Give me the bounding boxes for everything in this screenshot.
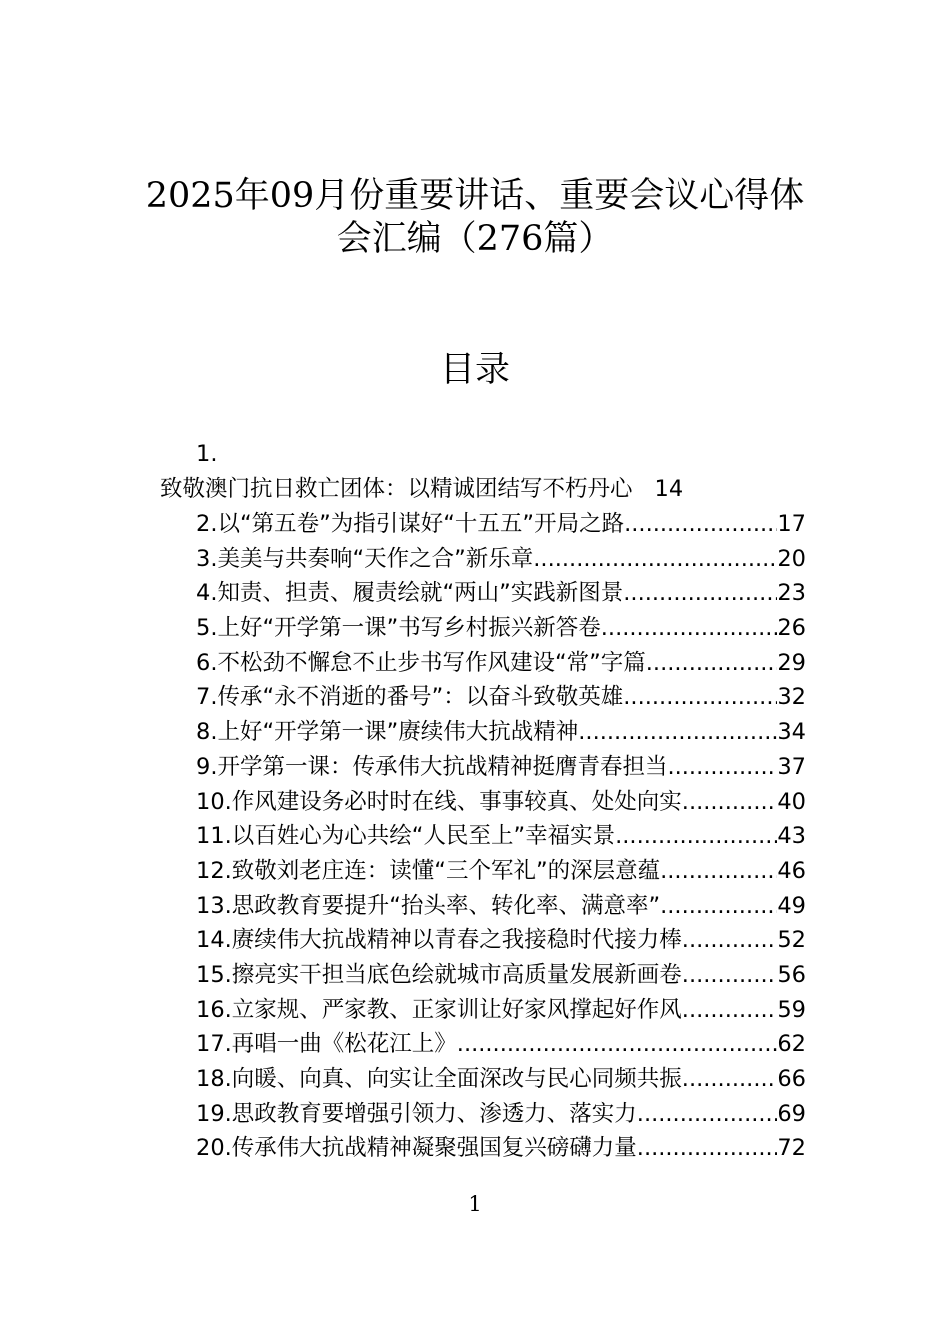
toc-leader-dots bbox=[601, 611, 778, 646]
toc-entry-title: 2.以“第五卷”为指引谋好“十五五”开局之路 bbox=[196, 511, 625, 537]
toc-entry-title: 18.向暖、向真、向实让全面深改与民心同频共振 bbox=[196, 1066, 682, 1092]
toc-entry-page: 29 bbox=[777, 649, 806, 676]
toc-entry-page: 32 bbox=[777, 684, 806, 711]
toc-leader-dots bbox=[615, 819, 777, 854]
toc-entry[interactable] bbox=[196, 1131, 806, 1166]
toc-entry-title: 20.传承伟大抗战精神凝聚强国复兴磅礴力量 bbox=[196, 1135, 637, 1162]
toc-entry-page: 72 bbox=[777, 1135, 806, 1162]
toc-entry-title: 3.美美与共奏响“天作之合”新乐章 bbox=[196, 545, 534, 572]
toc-entry[interactable] bbox=[196, 993, 806, 1028]
toc-entry-title: 5.上好“开学第一课”书写乡村振兴新答卷 bbox=[196, 615, 601, 642]
toc-entry[interactable] bbox=[196, 750, 806, 785]
toc-entry-page: 37 bbox=[777, 753, 806, 780]
document-title-line-1: 2025年09月份重要讲话、重要会议心得体 bbox=[145, 176, 805, 216]
toc-entry-title: 10.作风建设务必时时在线、事事较真、处处向实 bbox=[196, 788, 682, 815]
toc-entry-page: 26 bbox=[777, 615, 806, 642]
toc-entry-title: 14.赓续伟大抗战精神以青春之我接稳时代接力棒 bbox=[196, 927, 682, 954]
toc-entry-title: 6.不松劲不懈怠不止步书写作风建设“常”字篇 bbox=[196, 649, 646, 676]
toc-leader-dots bbox=[682, 1062, 778, 1097]
toc-entry[interactable] bbox=[196, 507, 806, 542]
toc-entry-1-page: 14 bbox=[654, 476, 684, 502]
document-title-line-2: 会汇编（276篇） bbox=[336, 219, 614, 259]
toc-entry-page: 62 bbox=[777, 1031, 806, 1058]
toc-entry[interactable] bbox=[196, 819, 806, 854]
toc-entry-page: 69 bbox=[777, 1100, 806, 1127]
toc-entry-title: 15.擦亮实干担当底色绘就城市高质量发展新画卷 bbox=[196, 961, 682, 988]
toc-entry-page: 20 bbox=[777, 545, 806, 572]
toc-leader-dots bbox=[624, 507, 777, 542]
toc-entry-page: 66 bbox=[777, 1066, 806, 1092]
toc-entry[interactable] bbox=[196, 576, 806, 611]
toc-leader-dots bbox=[660, 854, 777, 889]
toc-entry[interactable] bbox=[196, 646, 806, 681]
toc-leader-dots bbox=[533, 542, 777, 577]
toc-entry-page: 56 bbox=[777, 961, 806, 988]
toc-leader-dots bbox=[578, 715, 777, 750]
toc-entry-page: 49 bbox=[777, 892, 806, 919]
toc-entry-title: 17.再唱一曲《松花江上》 bbox=[196, 1031, 457, 1058]
toc-entry-1-title: 致敬澳门抗日救亡团体：以精诚团结写不朽丹心 bbox=[160, 476, 633, 502]
toc-entry[interactable] bbox=[196, 542, 806, 577]
toc-leader-dots bbox=[457, 1027, 778, 1062]
toc-leader-dots bbox=[623, 576, 777, 611]
toc-entry-page: 43 bbox=[777, 823, 806, 850]
toc-entry[interactable] bbox=[196, 923, 806, 958]
toc-entry[interactable] bbox=[196, 1097, 806, 1132]
page-number: 1 bbox=[468, 1192, 482, 1216]
toc-entry[interactable] bbox=[196, 1062, 806, 1097]
toc-entry-title: 9.开学第一课：传承伟大抗战精神挺膺青春担当 bbox=[196, 753, 668, 780]
toc-entry-title: 11.以百姓心为心共绘“人民至上”幸福实景 bbox=[196, 823, 616, 850]
toc-entry-page: 52 bbox=[777, 927, 806, 954]
toc-leader-dots bbox=[637, 1131, 778, 1166]
toc-entry-title: 4.知责、担责、履责绘就“两山”实践新图景 bbox=[196, 580, 624, 607]
toc-entry-title: 8.上好“开学第一课”赓续伟大抗战精神 bbox=[196, 719, 579, 746]
toc-entry[interactable] bbox=[196, 854, 806, 889]
toc-entry[interactable] bbox=[196, 889, 806, 924]
toc-leader-dots bbox=[682, 993, 778, 1028]
toc-leader-dots bbox=[682, 958, 778, 993]
toc-leader-dots bbox=[623, 680, 777, 715]
toc-leader-dots bbox=[682, 785, 778, 820]
toc-entry-1[interactable] bbox=[160, 472, 683, 507]
toc-entry-page: 23 bbox=[777, 580, 806, 607]
toc-leader-dots bbox=[637, 1097, 778, 1132]
toc-heading: 目录 bbox=[439, 350, 510, 390]
toc-entry[interactable] bbox=[196, 680, 806, 715]
toc-leader-dots bbox=[667, 750, 777, 785]
toc-entry-title: 16.立家规、严家教、正家训让好家风撑起好作风 bbox=[196, 996, 682, 1023]
toc-entry-page: 34 bbox=[777, 719, 806, 746]
toc-leader-dots bbox=[660, 889, 777, 924]
toc-entry[interactable] bbox=[196, 715, 806, 750]
toc-entry[interactable] bbox=[196, 785, 806, 820]
toc-entry-title: 12.致敬刘老庄连：读懂“三个军礼”的深层意蕴 bbox=[196, 857, 661, 884]
toc-entry-page: 59 bbox=[777, 996, 806, 1023]
toc-entry-title: 13.思政教育要提升“抬头率、转化率、满意率” bbox=[196, 892, 661, 919]
toc-entry-title: 19.思政教育要增强引领力、渗透力、落实力 bbox=[196, 1100, 637, 1127]
toc-entry[interactable] bbox=[196, 958, 806, 993]
toc-entry[interactable] bbox=[196, 1027, 806, 1062]
toc-entry-1-number[interactable]: 1. bbox=[196, 441, 218, 467]
toc-entry-page: 17 bbox=[777, 511, 806, 537]
toc-list bbox=[196, 507, 806, 1166]
toc-entry-page: 40 bbox=[777, 788, 806, 815]
toc-entry-page: 46 bbox=[777, 857, 806, 884]
toc-leader-dots bbox=[646, 646, 778, 681]
toc-entry[interactable] bbox=[196, 611, 806, 646]
toc-entry-title: 7.传承“永不消逝的番号”：以奋斗致敬英雄 bbox=[196, 684, 624, 711]
toc-leader-dots bbox=[682, 923, 778, 958]
